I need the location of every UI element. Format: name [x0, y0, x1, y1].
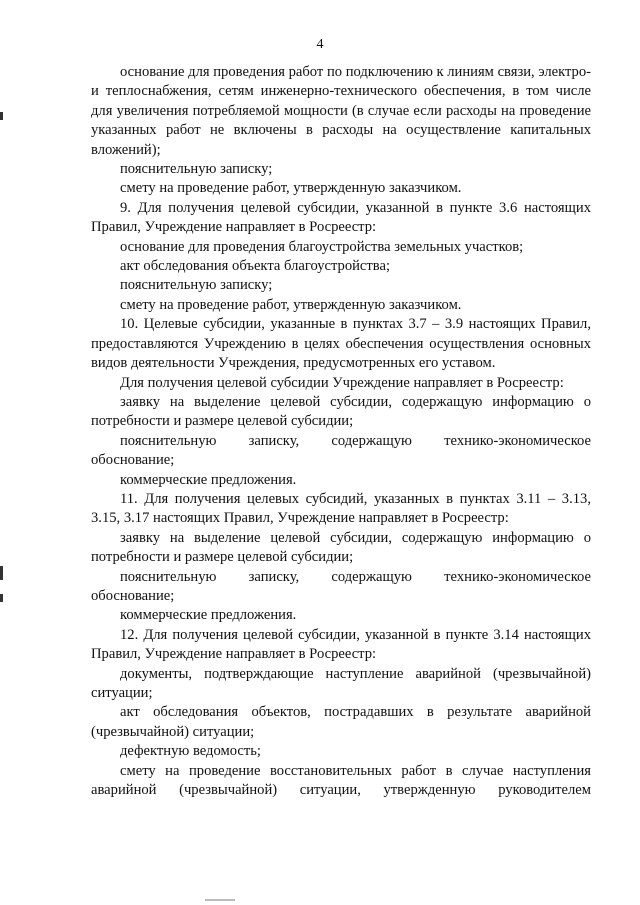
paragraph: дефектную ведомость; [120, 743, 261, 760]
paragraph: пояснительную записку, содержащую технико-экономическое обоснование; [91, 568, 591, 604]
paragraph: коммерческие предложения. [120, 607, 297, 624]
paragraph: смету на проведение работ, утвержденную заказчиком. [120, 296, 462, 313]
paragraph: пояснительную записку, содержащую технико-экономическое обоснование; [91, 432, 591, 469]
paragraph: 12. Для получения целевой субсидии, указанной в пункте 3.14 настоящих Правил, Учреждение направляет в Росреестр: [91, 626, 591, 663]
paragraph: пояснительную записку; [120, 161, 273, 178]
paragraph: пояснительную записку; [120, 277, 273, 294]
paragraph: смету на проведение восстановительных работ в случае наступления аварийной (чрезвычайной) ситуации, утвержденную руководителем [91, 762, 591, 799]
scan-edge-mark [0, 112, 3, 120]
paragraph: заявку на выделение целевой субсидии, содержащую информацию о потребности и размере целевой субсидии; [91, 393, 591, 430]
scan-edge-mark [0, 566, 3, 580]
scan-edge-mark [0, 594, 3, 602]
paragraph: основание для проведения благоустройства земельных участков; [120, 238, 524, 255]
document-body [91, 63, 591, 800]
paragraph: коммерческие предложения. [120, 471, 297, 488]
paragraph: 10. Целевые субсидии, указанные в пунктах 3.7 – 3.9 настоящих Правил, предоставляются Учреждению в целях обеспечения осуществления основных видов деятельности Учреждения, предусмотренных его уставом. [91, 316, 591, 372]
paragraph: Для получения целевой субсидии Учреждение направляет в Росреестр: [120, 374, 564, 391]
paragraph: смету на проведение работ, утвержденную заказчиком. [120, 180, 462, 197]
scan-bottom-mark [205, 899, 235, 901]
paragraph: заявку на выделение целевой субсидии, содержащую информацию о потребности и размере целевой субсидии; [91, 529, 591, 566]
page-number: 4 [316, 37, 324, 52]
paragraph: основание для проведения работ по подключению к линиям связи, электро- и теплоснабжения, сетям инженерно-технического обеспечения, в том числе для увеличения потребляемой мощности (в случае если расходы на проведение указанных работ не включены в расходы на осуществление капитальных вложений); [91, 64, 591, 158]
paragraph: документы, подтверждающие наступление аварийной (чрезвычайной) ситуации; [91, 665, 591, 701]
paragraph: 9. Для получения целевой субсидии, указанной в пункте 3.6 настоящих Правил, Учреждение направляет в Росреестр: [91, 199, 591, 236]
paragraph: акт обследования объектов, пострадавших в результате аварийной (чрезвычайной) ситуации; [91, 704, 591, 740]
paragraph: 11. Для получения целевых субсидий, указанных в пунктах 3.11 – 3.13, 3.15, 3.17 настоящих Правил, Учреждение направляет в Росреестр: [91, 490, 591, 527]
paragraph: акт обследования объекта благоустройства; [120, 258, 391, 275]
